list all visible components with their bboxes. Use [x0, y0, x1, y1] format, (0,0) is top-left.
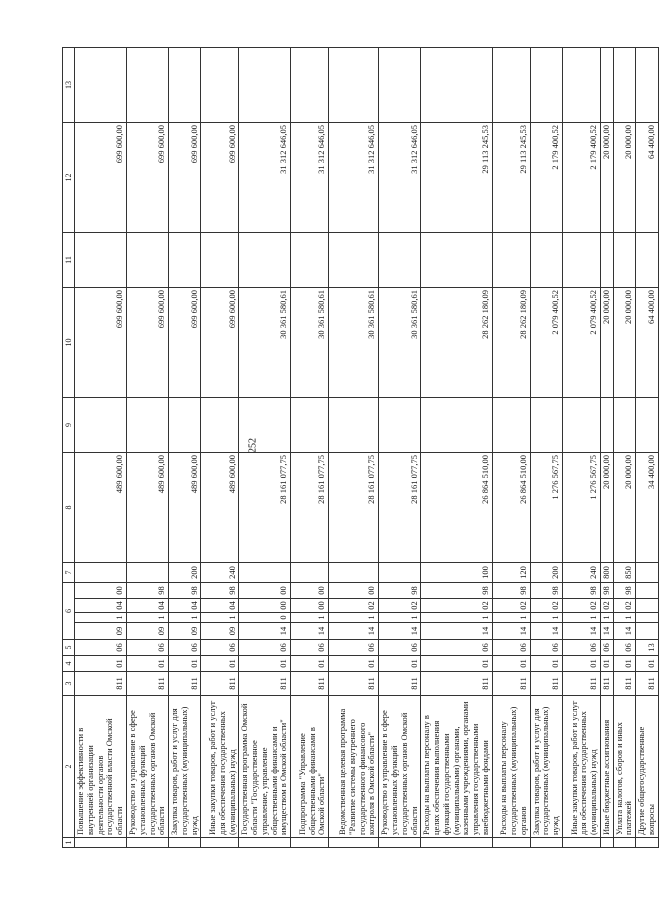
amount-col12: 31 312 646,05: [379, 123, 421, 233]
amount-col11: [636, 233, 659, 288]
amount-col13: [329, 48, 379, 123]
column-number: 10: [63, 288, 75, 398]
amount-col12: 2 179 400,52: [530, 123, 562, 233]
table-row: [492, 48, 530, 848]
code-event: 02: [492, 599, 530, 613]
code-section: 01: [239, 656, 291, 672]
code-event: 02: [421, 599, 492, 613]
code-subsection: 06: [75, 640, 127, 656]
column-number: 12: [63, 123, 75, 233]
table-row: [75, 48, 127, 848]
blank-cell: [530, 838, 562, 848]
budget-table: [62, 47, 659, 848]
code-subsection: 06: [562, 640, 600, 656]
code-subprogram: 1: [201, 613, 239, 623]
code-section: 01: [636, 656, 659, 672]
amount-col10: 2 079 400,52: [562, 288, 600, 398]
amount-col11: [379, 233, 421, 288]
code-section: 01: [169, 656, 201, 672]
column-number: 5: [63, 640, 75, 656]
amount-col12: 699 600,00: [201, 123, 239, 233]
blank-cell: [127, 838, 169, 848]
code-event: [636, 599, 659, 613]
table-row: [636, 48, 659, 848]
amount-col10: 28 262 180,09: [492, 288, 530, 398]
amount-col9: [75, 398, 127, 453]
amount-col11: [613, 233, 636, 288]
amount-col11: [421, 233, 492, 288]
code-subsection: 06: [421, 640, 492, 656]
amount-col11: [600, 233, 613, 288]
code-section: 01: [127, 656, 169, 672]
amount-col13: [201, 48, 239, 123]
row-name: Закупка товаров, работ и услуг для государственных (муниципальных) нужд: [169, 696, 201, 838]
code-event: 04: [127, 599, 169, 613]
amount-col11: [201, 233, 239, 288]
blank-cell: [613, 838, 636, 848]
amount-col10: 2 079 400,52: [530, 288, 562, 398]
code-admin: 811: [127, 672, 169, 696]
column-number: 9: [63, 398, 75, 453]
amount-col12: 29 113 245,53: [421, 123, 492, 233]
amount-col10: 699 600,00: [75, 288, 127, 398]
code-section: 01: [75, 656, 127, 672]
code-expense-type: [636, 563, 659, 583]
code-section: 01: [379, 656, 421, 672]
blank-cell: [636, 838, 659, 848]
amount-col11: [562, 233, 600, 288]
code-subprogram: 1: [329, 613, 379, 623]
code-program: 14: [613, 623, 636, 640]
column-number: 13: [63, 48, 75, 123]
code-section: 01: [562, 656, 600, 672]
table-row: [562, 48, 600, 848]
code-admin: 811: [379, 672, 421, 696]
code-subprogram: 1: [379, 613, 421, 623]
code-subprogram: 1: [562, 613, 600, 623]
amount-col13: [291, 48, 329, 123]
blank-cell: [201, 838, 239, 848]
code-event: 02: [530, 599, 562, 613]
column-number: 7: [63, 563, 75, 583]
code-subsection: 06: [127, 640, 169, 656]
amount-col10: 699 600,00: [169, 288, 201, 398]
amount-col10: 64 400,00: [636, 288, 659, 398]
row-name: Руководство и управление в сфере установленных функций государственных органов Омской области: [379, 696, 421, 838]
code-subprogram: [636, 613, 659, 623]
amount-col13: [127, 48, 169, 123]
blank-cell: [239, 838, 291, 848]
code-event: 02: [329, 599, 379, 613]
code-section: 01: [492, 656, 530, 672]
blank-cell: [492, 838, 530, 848]
amount-col12: 20 000,00: [600, 123, 613, 233]
amount-col9: [379, 398, 421, 453]
blank-cell: [291, 838, 329, 848]
column-number: 11: [63, 233, 75, 288]
code-admin: 811: [169, 672, 201, 696]
code-expense-type: 850: [613, 563, 636, 583]
amount-col10: 28 262 180,09: [421, 288, 492, 398]
column-number: 4: [63, 656, 75, 672]
amount-col12: 699 600,00: [75, 123, 127, 233]
blank-cell: [169, 838, 201, 848]
amount-col8: 1 276 567,75: [562, 453, 600, 563]
code-section: 01: [530, 656, 562, 672]
amount-col11: [239, 233, 291, 288]
row-name: Ведомственная целевая программа "Развитие системы внутреннего государственного финансового контроля в Омской области": [329, 696, 379, 838]
code-direction: 98: [562, 583, 600, 599]
blank-cell: [75, 838, 127, 848]
amount-col13: [600, 48, 613, 123]
code-section: 01: [329, 656, 379, 672]
code-direction: 00: [291, 583, 329, 599]
code-subprogram: 1: [127, 613, 169, 623]
table-row: [201, 48, 239, 848]
amount-col9: [169, 398, 201, 453]
amount-col11: [492, 233, 530, 288]
amount-col13: [636, 48, 659, 123]
row-name: Подпрограмма "Управление общественными финансами в Омской области": [291, 696, 329, 838]
code-event: 00: [239, 599, 291, 613]
amount-col10: 699 600,00: [201, 288, 239, 398]
row-name: Закупка товаров, работ и услуг для государственных (муниципальных) нужд: [530, 696, 562, 838]
row-name: Другие общегосударственные вопросы: [636, 696, 659, 838]
amount-col11: [169, 233, 201, 288]
amount-col13: [613, 48, 636, 123]
code-expense-type: [291, 563, 329, 583]
row-name: Расходы на выплаты персоналу в целях обеспечения выполнения функций государственными (муниципальными) органами, казенными учреждениями, органами управления государственными внебюджетными фондами: [421, 696, 492, 838]
code-direction: 98: [530, 583, 562, 599]
code-subprogram: 1: [492, 613, 530, 623]
amount-col8: 28 161 077,75: [379, 453, 421, 563]
code-section: 01: [291, 656, 329, 672]
code-program: 14: [600, 623, 613, 640]
code-program: 14: [562, 623, 600, 640]
amount-col11: [75, 233, 127, 288]
code-event: 00: [291, 599, 329, 613]
code-admin: 811: [75, 672, 127, 696]
amount-col12: 64 400,00: [636, 123, 659, 233]
code-expense-type: 120: [492, 563, 530, 583]
code-event: 02: [562, 599, 600, 613]
blank-cell: [379, 838, 421, 848]
amount-col9: [562, 398, 600, 453]
code-section: 01: [421, 656, 492, 672]
amount-col11: [127, 233, 169, 288]
code-direction: 00: [329, 583, 379, 599]
amount-col10: 20 000,00: [613, 288, 636, 398]
code-direction: [636, 583, 659, 599]
amount-col8: 26 864 510,00: [421, 453, 492, 563]
code-subprogram: 1: [613, 613, 636, 623]
amount-col9: [421, 398, 492, 453]
row-name: Расходы на выплаты персоналу государственных (муниципальных) органов: [492, 696, 530, 838]
amount-col13: [239, 48, 291, 123]
code-expense-type: [239, 563, 291, 583]
blank-cell: [600, 838, 613, 848]
code-subsection: 06: [329, 640, 379, 656]
amount-col12: 31 312 646,05: [329, 123, 379, 233]
code-direction: 98: [169, 583, 201, 599]
amount-col9: [239, 398, 291, 453]
code-program: 14: [379, 623, 421, 640]
code-program: 09: [169, 623, 201, 640]
code-program: [636, 623, 659, 640]
code-direction: 98: [421, 583, 492, 599]
amount-col9: [600, 398, 613, 453]
amount-col11: [291, 233, 329, 288]
code-subsection: 06: [201, 640, 239, 656]
amount-col9: [613, 398, 636, 453]
code-expense-type: 240: [562, 563, 600, 583]
code-program: 09: [75, 623, 127, 640]
table-row: [127, 48, 169, 848]
amount-col12: 20 000,00: [613, 123, 636, 233]
amount-col12: 31 312 646,05: [239, 123, 291, 233]
amount-col13: [530, 48, 562, 123]
amount-col13: [75, 48, 127, 123]
code-expense-type: 200: [169, 563, 201, 583]
code-subsection: 06: [530, 640, 562, 656]
row-name: Иные бюджетные ассигнования: [600, 696, 613, 838]
code-admin: 811: [562, 672, 600, 696]
code-section: 01: [600, 656, 613, 672]
code-subsection: 06: [492, 640, 530, 656]
amount-col13: [421, 48, 492, 123]
code-subsection: 06: [613, 640, 636, 656]
code-direction: 00: [239, 583, 291, 599]
amount-col10: 30 361 580,61: [291, 288, 329, 398]
code-expense-type: [329, 563, 379, 583]
amount-col10: 30 361 580,61: [239, 288, 291, 398]
amount-col9: [329, 398, 379, 453]
code-expense-type: 800: [600, 563, 613, 583]
code-expense-type: [127, 563, 169, 583]
code-expense-type: 240: [201, 563, 239, 583]
amount-col9: [291, 398, 329, 453]
code-subsection: 06: [291, 640, 329, 656]
code-subprogram: 1: [291, 613, 329, 623]
code-subprogram: 1: [600, 613, 613, 623]
amount-col11: [530, 233, 562, 288]
code-admin: 811: [492, 672, 530, 696]
code-admin: 811: [421, 672, 492, 696]
amount-col13: [379, 48, 421, 123]
column-number-row: [63, 48, 75, 848]
code-admin: 811: [613, 672, 636, 696]
code-subprogram: 1: [530, 613, 562, 623]
table-row: [379, 48, 421, 848]
code-subsection: 06: [600, 640, 613, 656]
amount-col8: 34 400,00: [636, 453, 659, 563]
amount-col13: [169, 48, 201, 123]
amount-col12: 699 600,00: [169, 123, 201, 233]
code-admin: 811: [201, 672, 239, 696]
column-number: 2: [63, 696, 75, 838]
amount-col9: [492, 398, 530, 453]
code-event: 02: [613, 599, 636, 613]
rotated-page: [62, 48, 656, 848]
code-program: 14: [329, 623, 379, 640]
amount-col10: 30 361 580,61: [379, 288, 421, 398]
table-body: [63, 48, 659, 848]
amount-col9: [530, 398, 562, 453]
code-event: 04: [75, 599, 127, 613]
table-row: [169, 48, 201, 848]
amount-col9: [636, 398, 659, 453]
amount-col12: 29 113 245,53: [492, 123, 530, 233]
code-admin: 811: [530, 672, 562, 696]
row-name: Руководство и управление в сфере установленных функций государственных органов Омской области: [127, 696, 169, 838]
code-expense-type: 100: [421, 563, 492, 583]
amount-col12: 699 600,00: [127, 123, 169, 233]
amount-col11: [329, 233, 379, 288]
amount-col10: 30 361 580,61: [329, 288, 379, 398]
code-subprogram: 0: [239, 613, 291, 623]
code-direction: 98: [600, 583, 613, 599]
code-direction: 98: [379, 583, 421, 599]
code-section: 01: [201, 656, 239, 672]
column-number: 3: [63, 672, 75, 696]
column-number: 1: [63, 838, 75, 848]
code-event: 04: [201, 599, 239, 613]
column-number: 8: [63, 453, 75, 563]
code-subsection: 06: [169, 640, 201, 656]
code-program: 14: [492, 623, 530, 640]
code-admin: 811: [636, 672, 659, 696]
amount-col8: 28 161 077,75: [239, 453, 291, 563]
code-direction: 98: [492, 583, 530, 599]
code-admin: 811: [600, 672, 613, 696]
amount-col13: [562, 48, 600, 123]
amount-col10: 699 600,00: [127, 288, 169, 398]
amount-col8: 20 000,00: [600, 453, 613, 563]
table-row: [600, 48, 613, 848]
code-expense-type: 200: [530, 563, 562, 583]
code-direction: 98: [613, 583, 636, 599]
column-number: 6: [63, 583, 75, 640]
table-row: [329, 48, 379, 848]
amount-col8: 489 600,00: [201, 453, 239, 563]
amount-col9: [201, 398, 239, 453]
code-direction: 00: [75, 583, 127, 599]
amount-col13: [492, 48, 530, 123]
table-row: [613, 48, 636, 848]
amount-col8: 26 864 510,00: [492, 453, 530, 563]
code-subsection: 06: [239, 640, 291, 656]
amount-col8: 28 161 077,75: [291, 453, 329, 563]
code-subprogram: 1: [421, 613, 492, 623]
blank-cell: [421, 838, 492, 848]
code-program: 14: [291, 623, 329, 640]
code-event: 04: [169, 599, 201, 613]
code-admin: 811: [239, 672, 291, 696]
amount-col9: [127, 398, 169, 453]
code-event: 02: [379, 599, 421, 613]
amount-col8: 1 276 567,75: [530, 453, 562, 563]
code-subprogram: 1: [75, 613, 127, 623]
amount-col12: 31 312 646,05: [291, 123, 329, 233]
page-number: 252: [247, 438, 259, 453]
table-row: [291, 48, 329, 848]
code-event: 02: [600, 599, 613, 613]
code-admin: 811: [329, 672, 379, 696]
amount-col12: 2 179 400,52: [562, 123, 600, 233]
row-name: Уплата налогов, сборов и иных платежей: [613, 696, 636, 838]
amount-col8: 489 600,00: [75, 453, 127, 563]
code-section: 01: [613, 656, 636, 672]
row-name: Иные закупки товаров, работ и услуг для обеспечения государственных (муниципальных) нужд: [201, 696, 239, 838]
code-subprogram: 1: [169, 613, 201, 623]
table-row: [421, 48, 492, 848]
row-name: Повышение эффективности в внутренней организации деятельности органов государственной власти Омской области: [75, 696, 127, 838]
code-program: 14: [530, 623, 562, 640]
code-program: 09: [201, 623, 239, 640]
code-direction: 98: [127, 583, 169, 599]
code-expense-type: [379, 563, 421, 583]
code-subsection: 06: [379, 640, 421, 656]
amount-col8: 20 000,00: [613, 453, 636, 563]
code-program: 09: [127, 623, 169, 640]
code-program: 14: [421, 623, 492, 640]
code-direction: 98: [201, 583, 239, 599]
blank-cell: [562, 838, 600, 848]
table-row: [239, 48, 291, 848]
amount-col8: 489 600,00: [127, 453, 169, 563]
code-subsection: 13: [636, 640, 659, 656]
code-program: 14: [239, 623, 291, 640]
amount-col8: 28 161 077,75: [329, 453, 379, 563]
amount-col8: 489 600,00: [169, 453, 201, 563]
code-admin: 811: [291, 672, 329, 696]
row-name: Иные закупки товаров, работ и услуг для обеспечения государственных (муниципальных) нужд: [562, 696, 600, 838]
code-expense-type: [75, 563, 127, 583]
blank-cell: [329, 838, 379, 848]
row-name: Государственная программа Омской области "Государственное управление, управление общественными финансами и имуществом в Омской области": [239, 696, 291, 838]
amount-col10: 20 000,00: [600, 288, 613, 398]
table-row: [530, 48, 562, 848]
